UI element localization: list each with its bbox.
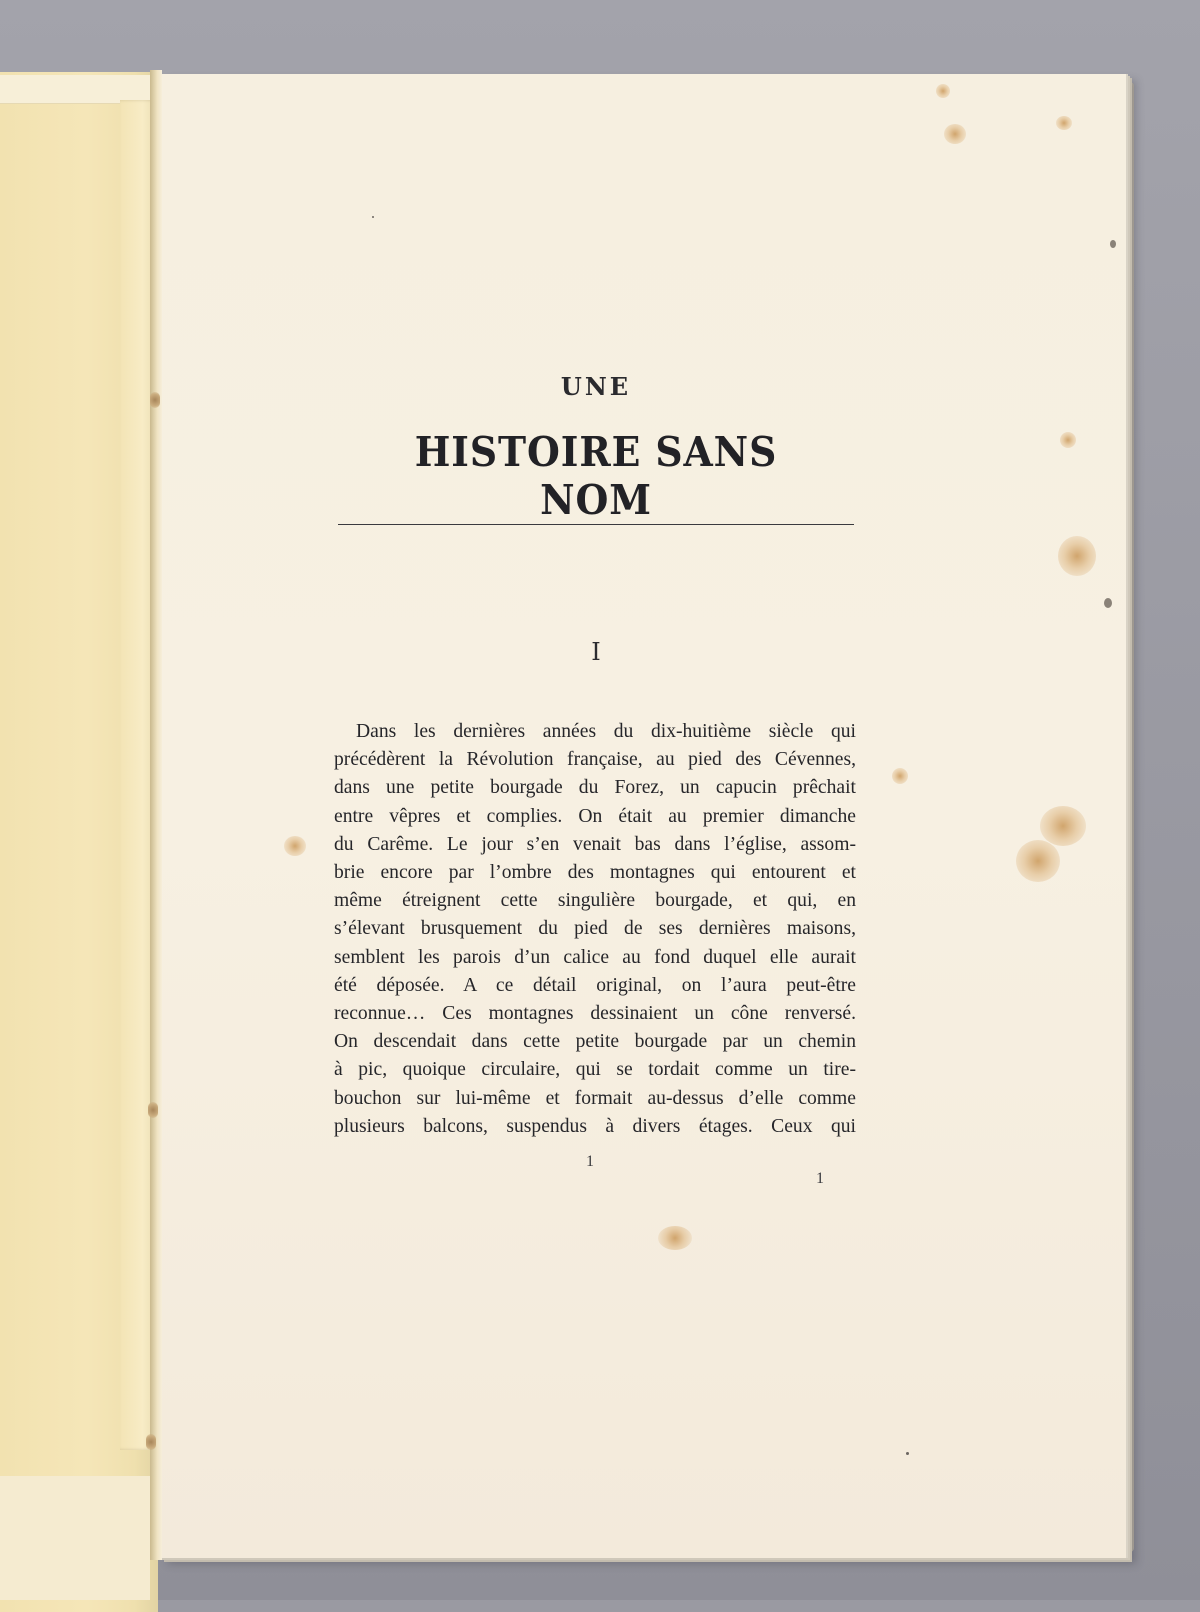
text-line: bouchon sur lui-même et formait au-dessus d’elle comme xyxy=(334,1087,856,1109)
ink-speck xyxy=(906,1452,909,1455)
foxing-stain xyxy=(892,768,908,784)
foxing-stain xyxy=(1016,840,1060,882)
chapter-number: I xyxy=(591,638,601,666)
binding-stitch xyxy=(148,1102,158,1118)
text-line: On descendait dans cette petite bourgade par un chemin xyxy=(334,1031,856,1053)
book-gutter xyxy=(150,70,162,1560)
signature-mark: 1 xyxy=(586,1153,594,1170)
text-line: semblent les parois d’un calice au fond duquel elle aurait xyxy=(334,946,856,968)
foxing-stain xyxy=(1058,536,1096,576)
foxing-stain xyxy=(658,1226,692,1250)
foxing-stain xyxy=(936,84,950,98)
text-line: à pic, quoique circulaire, qui se tordait comme un tire- xyxy=(334,1059,856,1081)
text-line: s’élevant brusquement du pied de ses dernières maisons, xyxy=(334,918,856,940)
page-number: 1 xyxy=(816,1170,824,1187)
text-line: entre vêpres et complies. On était au premier dimanche xyxy=(334,805,856,827)
title-rule xyxy=(338,524,854,525)
text-line: dans une petite bourgade du Forez, un capucin prêchait xyxy=(334,777,856,799)
foxing-stain xyxy=(284,836,306,856)
foxing-stain xyxy=(1056,116,1072,130)
ink-speck xyxy=(372,216,374,218)
title-line-1: UNE xyxy=(560,372,632,401)
text-line: Dans les dernières années du dix-huitième siècle qui xyxy=(356,721,856,742)
text-line: précédèrent la Révolution française, au pied des Cévennes, xyxy=(334,749,856,771)
foxing-stain xyxy=(944,124,966,144)
foxing-stain xyxy=(1060,432,1076,448)
text-line: brie encore par l’ombre des montagnes qui entourent et xyxy=(334,862,856,884)
text-line: plusieurs balcons, suspendus à divers étages. Ceux qui xyxy=(334,1115,856,1137)
foxing-stain xyxy=(1040,806,1086,846)
previous-page-bottom-edge xyxy=(0,1476,150,1600)
binding-stitch xyxy=(146,1434,156,1450)
ink-speck xyxy=(1104,598,1112,608)
text-line: du Carême. Le jour s’en venait bas dans l’église, assom- xyxy=(334,833,856,855)
ink-speck xyxy=(1110,240,1116,248)
title-line-2: HISTOIRE SANS NOM xyxy=(414,428,778,524)
binding-stitch xyxy=(150,392,160,408)
text-line: reconnue… Ces montagnes dessinaient un cône renversé. xyxy=(334,1003,856,1025)
text-line: été déposée. A ce détail original, on l’aura peut-être xyxy=(334,974,856,996)
text-line: même étreignent cette singulière bourgade, et qui, en xyxy=(334,890,856,912)
body-text xyxy=(334,718,856,1141)
